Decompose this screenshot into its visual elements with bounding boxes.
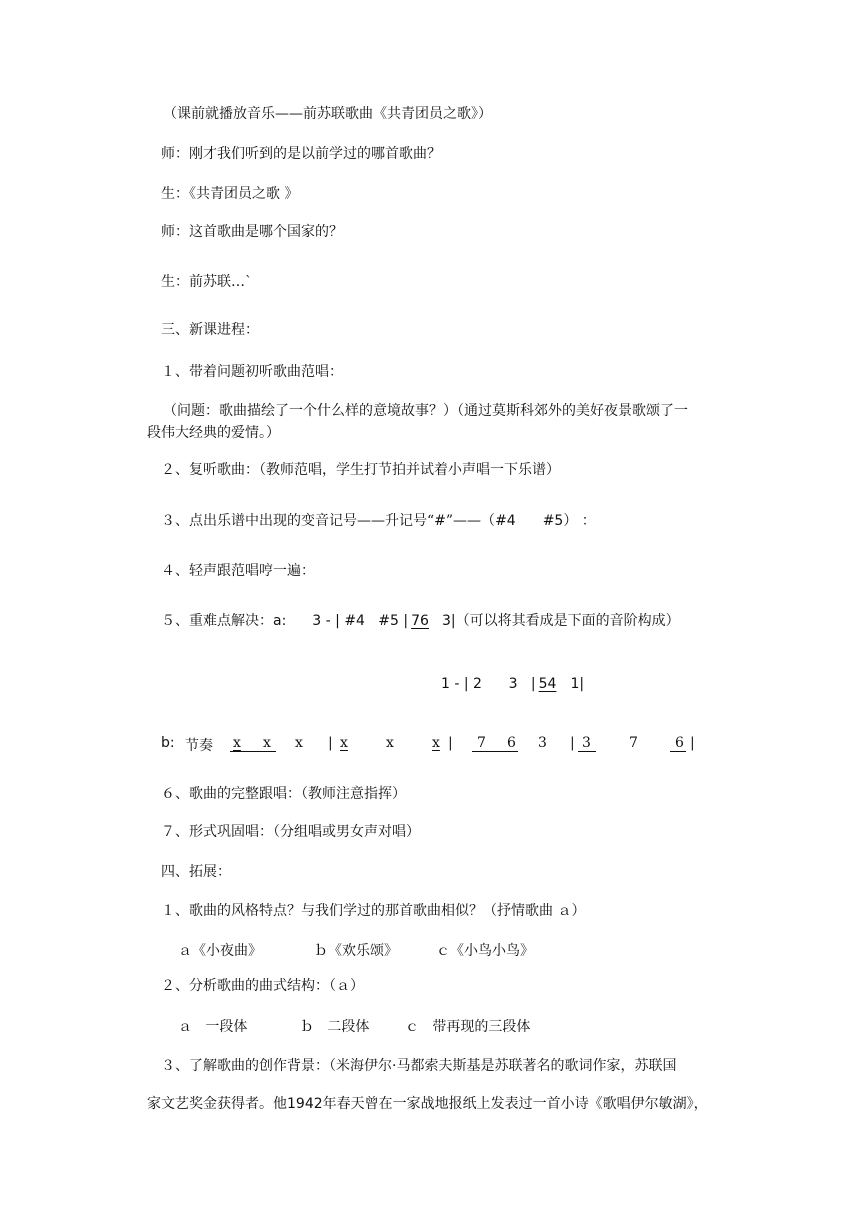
- notation-end: 3|: [441, 613, 456, 629]
- part-a-label: a:: [273, 613, 287, 629]
- line-intro: （课前就播放音乐——前苏联歌曲《共青团员之歌》）: [163, 106, 492, 122]
- rhythm-underline: [472, 751, 518, 752]
- rhythm-underline: [230, 751, 276, 752]
- line-student-answer-1: 生：《共青团员之歌 》: [161, 186, 299, 202]
- line-student-answer-2: 生：前苏联…`: [161, 274, 252, 290]
- rhythm-line: [0, 735, 860, 757]
- option-a: ａ《小夜曲》: [178, 943, 262, 959]
- scale-underlined-54: 54: [538, 676, 557, 692]
- extension-item-3-line-1: ３、了解歌曲的创作背景：（米海伊尔·马都索夫斯基是苏联著名的歌词作家，苏联国: [161, 1058, 677, 1074]
- scale-notation-end: 1|: [570, 676, 585, 692]
- step-2: ２、复听歌曲：（教师范唱，学生打节拍并试着小声唱一下乐谱）: [161, 462, 560, 478]
- rhythm-barline: |: [570, 735, 575, 751]
- rhythm-note: x: [386, 735, 394, 751]
- section-heading-new-lesson: 三、新课进程：: [161, 322, 259, 338]
- rhythm-note: x: [295, 735, 303, 751]
- rhythm-underline: [578, 751, 596, 752]
- text: 家文艺奖金获得者。他: [147, 1096, 287, 1112]
- rhythm-label: 节奏: [185, 738, 213, 754]
- sharp-four: #4: [495, 513, 516, 529]
- step-1-detail-line-1: （问题：歌曲描绘了一个什么样的意境故事？）（通过莫斯科郊外的美好夜景歌颂了一: [163, 403, 688, 419]
- rhythm-note: 3: [538, 735, 547, 751]
- rhythm-note: x: [340, 735, 348, 751]
- option-c: ｃ《小鸟小鸟》: [436, 943, 534, 959]
- notation-part-a: 3 - | #4 #5 |: [312, 613, 409, 629]
- scale-notation: [441, 674, 584, 694]
- sharp-symbol: #: [434, 513, 446, 529]
- rhythm-note: x: [263, 735, 271, 751]
- step-5-note: （可以将其看成是下面的音阶构成）: [455, 613, 680, 629]
- rhythm-barline: |: [690, 735, 695, 751]
- step-3-text-2: ”——（: [445, 513, 496, 529]
- notation-underlined-76: 76: [411, 613, 429, 629]
- extension-item-1: １、歌曲的风格特点？与我们学过的那首歌曲相似？（抒情歌曲 ａ）: [161, 903, 586, 919]
- scale-notation-start: 1 - | 2 3 |: [441, 676, 536, 692]
- rhythm-barline: |: [448, 735, 453, 751]
- rhythm-note: 7: [477, 735, 486, 751]
- step-7: ７、形式巩固唱：（分组唱或男女声对唱）: [161, 824, 420, 840]
- form-option-b: ｂ 二段体: [300, 1019, 370, 1035]
- rhythm-note: 6: [675, 735, 684, 751]
- rhythm-note: x: [233, 735, 241, 751]
- extension-item-3-line-2: [147, 1094, 708, 1114]
- rhythm-note: 7: [629, 735, 638, 751]
- line-teacher-question-2: 师：这首歌曲是哪个国家的？: [161, 224, 343, 240]
- rhythm-barline: |: [328, 735, 333, 751]
- extension-options-1: [0, 940, 860, 960]
- rhythm-note: 6: [507, 735, 516, 751]
- form-option-a: ａ 一段体: [178, 1019, 248, 1035]
- extension-options-2: [0, 1016, 860, 1036]
- sharp-five: #5: [542, 513, 564, 529]
- line-teacher-question-1: 师：刚才我们听到的是以前学过的哪首歌曲？: [161, 146, 441, 162]
- extension-item-2: ２、分析歌曲的曲式结构：（ａ）: [161, 978, 364, 994]
- step-3-text-3: ） ：: [563, 513, 596, 529]
- form-option-c: ｃ 带再现的三段体: [405, 1019, 531, 1035]
- step-1: １、带着问题初听歌曲范唱：: [161, 364, 343, 380]
- rhythm-note: x: [432, 735, 440, 751]
- step-4: ４、轻声跟范唱哼一遍：: [161, 563, 315, 579]
- step-3-text: ３、点出乐谱中出现的变音记号——升记号“: [161, 513, 435, 529]
- rhythm-underline: [670, 751, 686, 752]
- year: 1942: [287, 1096, 323, 1112]
- step-5: [161, 611, 680, 631]
- text: 年春天曾在一家战地报纸上发表过一首小诗《歌唱伊尔敏湖》，: [322, 1096, 708, 1112]
- step-5-label: ５、重难点解决：: [161, 613, 273, 629]
- rhythm-note: 3: [582, 735, 591, 751]
- step-3: [161, 511, 596, 531]
- step-1-detail-line-2: 段伟大经典的爱情。）: [147, 425, 280, 441]
- part-b-label: b:: [161, 735, 175, 751]
- option-b: ｂ《欢乐颂》: [314, 943, 398, 959]
- step-6: ６、歌曲的完整跟唱：（教师注意指挥）: [161, 786, 406, 802]
- section-heading-extension: 四、拓展：: [161, 864, 231, 880]
